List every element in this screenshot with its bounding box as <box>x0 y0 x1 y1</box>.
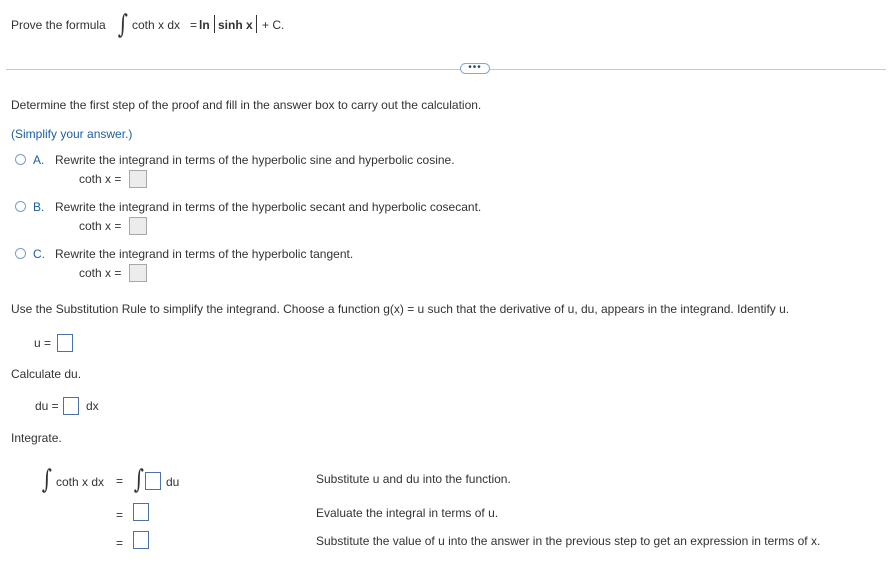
integral-sign-icon: ∫ <box>117 10 128 40</box>
option-a-lhs: coth x = <box>79 172 122 186</box>
option-b-lhs: coth x = <box>79 219 122 233</box>
formula-plus-c: + C. <box>262 18 285 32</box>
note-evaluate: Evaluate the integral in terms of u. <box>316 506 499 520</box>
option-a-answer-box[interactable] <box>129 170 147 188</box>
abs-bar-left <box>214 15 215 33</box>
option-a-letter: A. <box>33 153 45 167</box>
note-substitute: Substitute u and du into the function. <box>316 472 511 486</box>
more-options-button[interactable]: ••• <box>460 63 490 74</box>
dx-label: dx <box>86 399 99 413</box>
option-c-answer-box[interactable] <box>129 264 147 282</box>
step2-instruction: Use the Substitution Rule to simplify the integrand. Choose a function g(x) = u such that the derivative of u, du, appears in the integrand. Identify u. <box>11 302 790 316</box>
final-answer-box[interactable] <box>133 531 149 549</box>
formula-ln: ln <box>199 18 210 32</box>
du-label: du = <box>35 399 59 413</box>
option-b-radio[interactable] <box>15 201 26 212</box>
integral-lhs-icon: ∫ <box>41 465 52 495</box>
step1-instruction: Determine the first step of the proof and fill in the answer box to carry out the calculation. <box>11 98 482 112</box>
option-b-answer-box[interactable] <box>129 217 147 235</box>
formula-sinh: sinh x <box>218 18 253 32</box>
option-c-letter: C. <box>33 247 45 261</box>
option-a-radio[interactable] <box>15 154 26 165</box>
problem-prompt: Prove the formula <box>11 18 106 32</box>
integrate-lhs: coth x dx <box>56 475 105 489</box>
formula-left: coth x dx <box>132 18 181 32</box>
step1-hint: (Simplify your answer.) <box>11 127 133 141</box>
integral-rhs-icon: ∫ <box>133 465 144 495</box>
option-b-text: Rewrite the integrand in terms of the hyperbolic secant and hyperbolic cosecant. <box>55 200 482 214</box>
option-b-letter: B. <box>33 200 45 214</box>
section-divider <box>6 69 886 70</box>
integrate-equals-3: = <box>116 536 124 550</box>
step4-instruction: Integrate. <box>11 431 62 445</box>
formula-equals: = <box>190 18 198 32</box>
option-c-text: Rewrite the integrand in terms of the hyperbolic tangent. <box>55 247 354 261</box>
du-answer-box[interactable] <box>63 397 79 415</box>
integrand-answer-box[interactable] <box>145 472 161 490</box>
u-label: u = <box>34 336 52 350</box>
integrate-equals-2: = <box>116 508 124 522</box>
integrate-du-label: du <box>166 475 180 489</box>
abs-bar-right <box>256 15 257 33</box>
evaluated-answer-box[interactable] <box>133 503 149 521</box>
option-a-text: Rewrite the integrand in terms of the hyperbolic sine and hyperbolic cosine. <box>55 153 455 167</box>
note-back-substitute: Substitute the value of u into the answer in the previous step to get an expression in terms of x. <box>316 534 821 548</box>
integrate-equals-1: = <box>116 474 124 488</box>
step3-instruction: Calculate du. <box>11 367 82 381</box>
u-answer-box[interactable] <box>57 334 73 352</box>
option-c-lhs: coth x = <box>79 266 122 280</box>
option-c-radio[interactable] <box>15 248 26 259</box>
